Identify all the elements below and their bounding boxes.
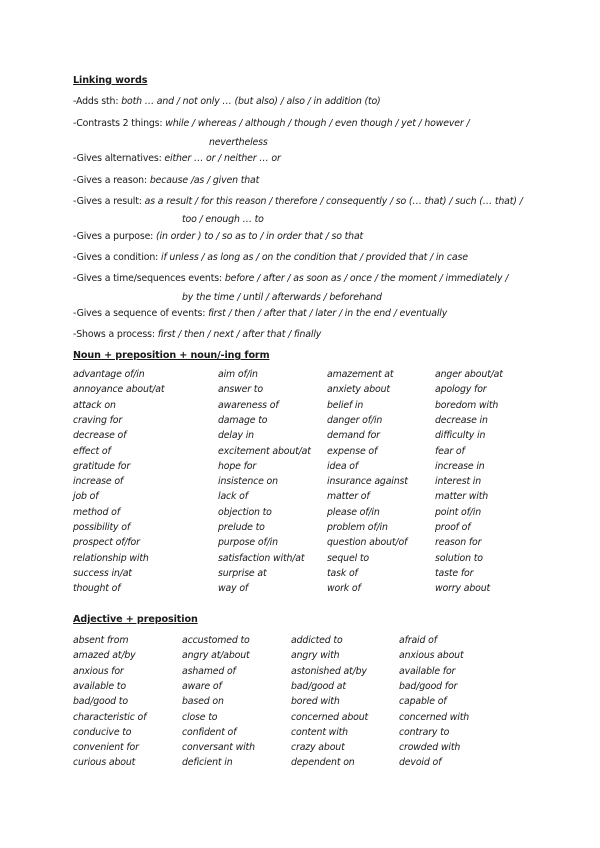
linking-examples: because /as / given that <box>149 175 260 186</box>
table-cell: job of <box>73 491 99 503</box>
table-cell: relationship with <box>73 552 149 564</box>
linking-examples: first / then / after that / later / in the end / eventually <box>208 308 448 319</box>
linking-examples: either … or / neither … or <box>164 153 281 164</box>
table-cell: available to <box>73 680 126 692</box>
table-cell: crowded with <box>399 742 461 754</box>
table-cell: bad/good at <box>291 680 346 692</box>
table-cell: contrary to <box>399 726 450 738</box>
table-cell: surprise at <box>218 567 267 579</box>
table-cell: please of/in <box>327 506 380 518</box>
table-cell: awareness of <box>218 399 279 411</box>
linking-label: -Gives alternatives: <box>73 153 165 164</box>
table-cell: capable of <box>399 696 447 708</box>
table-cell: demand for <box>327 430 380 442</box>
linking-examples: if unless / as long as / on the condition that / provided that / in case <box>161 252 468 263</box>
table-cell: afraid of <box>399 635 437 646</box>
table-cell: increase of <box>73 476 124 488</box>
adjective-preposition-heading: Adjective + preposition <box>73 614 198 625</box>
table-cell: work of <box>327 583 361 595</box>
table-cell: prelude to <box>218 522 265 533</box>
table-cell: interest in <box>435 476 482 488</box>
table-cell: hope for <box>218 460 257 472</box>
table-cell: excitement about/at <box>218 445 311 457</box>
table-cell: amazed at/by <box>73 650 136 662</box>
table-cell: effect of <box>73 445 111 457</box>
table-cell: question about/of <box>327 537 408 549</box>
table-cell: close to <box>182 711 218 723</box>
table-cell: danger of/in <box>327 414 383 426</box>
table-cell: dependent on <box>291 757 355 769</box>
linking-label: -Gives a purpose: <box>73 231 157 242</box>
table-cell: aim of/in <box>218 369 258 380</box>
table-cell: confident of <box>182 726 237 738</box>
table-cell: satisfaction with/at <box>218 552 305 564</box>
table-cell: attack on <box>73 399 116 411</box>
linking-examples: (in order ) to / so as to / in order that / so that <box>156 231 364 242</box>
table-cell: characteristic of <box>73 711 147 723</box>
table-cell: gratitude for <box>73 460 131 472</box>
table-cell: bad/good to <box>73 696 128 708</box>
linking-item <box>73 273 508 284</box>
table-cell: taste for <box>435 567 474 579</box>
table-cell: insurance against <box>327 476 408 488</box>
linking-item <box>73 153 281 164</box>
table-cell: angry at/about <box>182 650 250 662</box>
table-cell: boredom with <box>435 399 499 411</box>
table-cell: problem of/in <box>327 522 388 533</box>
table-cell: anxious about <box>399 650 464 662</box>
table-cell: fear of <box>435 445 465 457</box>
table-cell: available for <box>399 665 456 677</box>
linking-examples: first / then / next / after that / finally <box>157 329 322 340</box>
table-cell: method of <box>73 506 120 518</box>
table-cell: purpose of/in <box>218 537 278 549</box>
linking-label: -Shows a process: <box>73 329 158 340</box>
table-cell: success in/at <box>73 567 132 579</box>
table-cell: thought of <box>73 583 121 595</box>
table-cell: bad/good for <box>399 680 458 692</box>
table-cell: accustomed to <box>182 635 250 646</box>
linking-examples: before / after / as soon as / once / the moment / immediately / <box>224 273 509 284</box>
table-cell: idea of <box>327 460 359 472</box>
table-cell: addicted to <box>291 635 343 646</box>
table-cell: lack of <box>218 491 248 503</box>
linking-examples: both … and / not only … (but also) / also / in addition (to) <box>121 96 381 107</box>
table-cell: aware of <box>182 680 222 692</box>
table-cell: ashamed of <box>182 665 236 677</box>
linking-continuation: nevertheless <box>209 137 268 148</box>
table-cell: belief in <box>327 399 364 411</box>
linking-item <box>73 252 468 263</box>
linking-item <box>73 96 381 107</box>
linking-item <box>73 231 363 242</box>
table-cell: sequel to <box>327 552 369 564</box>
table-cell: increase in <box>435 460 485 472</box>
table-cell: absent from <box>73 635 129 646</box>
table-cell: prospect of/for <box>73 537 140 549</box>
table-cell: concerned with <box>399 711 470 723</box>
linking-item <box>73 329 321 340</box>
table-cell: worry about <box>435 583 491 595</box>
table-cell: damage to <box>218 414 268 426</box>
linking-label: -Gives a reason: <box>73 175 150 186</box>
linking-item <box>73 175 259 186</box>
table-cell: astonished at/by <box>291 665 367 677</box>
table-cell: difficulty in <box>435 430 486 442</box>
linking-label: -Gives a time/sequences events: <box>73 273 225 284</box>
table-cell: expense of <box>327 445 378 457</box>
table-cell: conversant with <box>182 742 255 754</box>
table-cell: proof of <box>435 522 471 533</box>
table-cell: amazement at <box>327 369 394 380</box>
linking-label: -Adds sth: <box>73 96 122 107</box>
table-cell: decrease of <box>73 430 127 442</box>
table-cell: matter of <box>327 491 370 503</box>
table-cell: answer to <box>218 384 263 396</box>
table-cell: based on <box>182 696 224 708</box>
linking-label: -Gives a condition: <box>73 252 161 263</box>
table-cell: annoyance about/at <box>73 384 165 396</box>
table-cell: devoid of <box>399 757 442 769</box>
table-cell: anxiety about <box>327 384 390 396</box>
table-cell: anger about/at <box>435 369 503 380</box>
linking-examples: as a result / for this reason / therefore / consequently / so (… that) / such (… that) / <box>144 196 523 207</box>
table-cell: deficient in <box>182 757 233 769</box>
table-cell: matter with <box>435 491 489 503</box>
linking-words-heading: Linking words <box>73 75 148 86</box>
table-cell: craving for <box>73 414 123 426</box>
table-cell: decrease in <box>435 414 488 426</box>
linking-item <box>73 118 469 129</box>
table-cell: angry with <box>291 650 340 662</box>
table-cell: objection to <box>218 506 272 518</box>
linking-item <box>73 196 523 207</box>
table-cell: conducive to <box>73 726 132 738</box>
table-cell: solution to <box>435 552 483 564</box>
table-cell: convenient for <box>73 742 139 754</box>
linking-label: -Gives a sequence of events: <box>73 308 209 319</box>
table-cell: advantage of/in <box>73 369 145 380</box>
table-cell: insistence on <box>218 476 278 488</box>
table-cell: concerned about <box>291 711 369 723</box>
table-cell: possibility of <box>73 522 130 533</box>
table-cell: bored with <box>291 696 340 708</box>
table-cell: anxious for <box>73 665 124 677</box>
linking-examples: while / whereas / although / though / even though / yet / however / <box>165 118 470 129</box>
table-cell: crazy about <box>291 742 345 754</box>
table-cell: way of <box>218 583 249 595</box>
linking-continuation: by the time / until / afterwards / beforehand <box>182 292 382 303</box>
linking-item <box>73 308 447 319</box>
table-cell: curious about <box>73 757 136 769</box>
table-cell: point of/in <box>435 506 481 518</box>
linking-label: -Contrasts 2 things: <box>73 118 166 129</box>
table-cell: content with <box>291 726 348 738</box>
linking-continuation: too / enough … to <box>182 214 264 225</box>
linking-label: -Gives a result: <box>73 196 145 207</box>
noun-preposition-heading: Noun + preposition + noun/-ing form <box>73 350 270 361</box>
table-cell: delay in <box>218 430 254 442</box>
table-cell: apology for <box>435 384 487 396</box>
table-cell: reason for <box>435 537 482 549</box>
table-cell: task of <box>327 567 358 579</box>
